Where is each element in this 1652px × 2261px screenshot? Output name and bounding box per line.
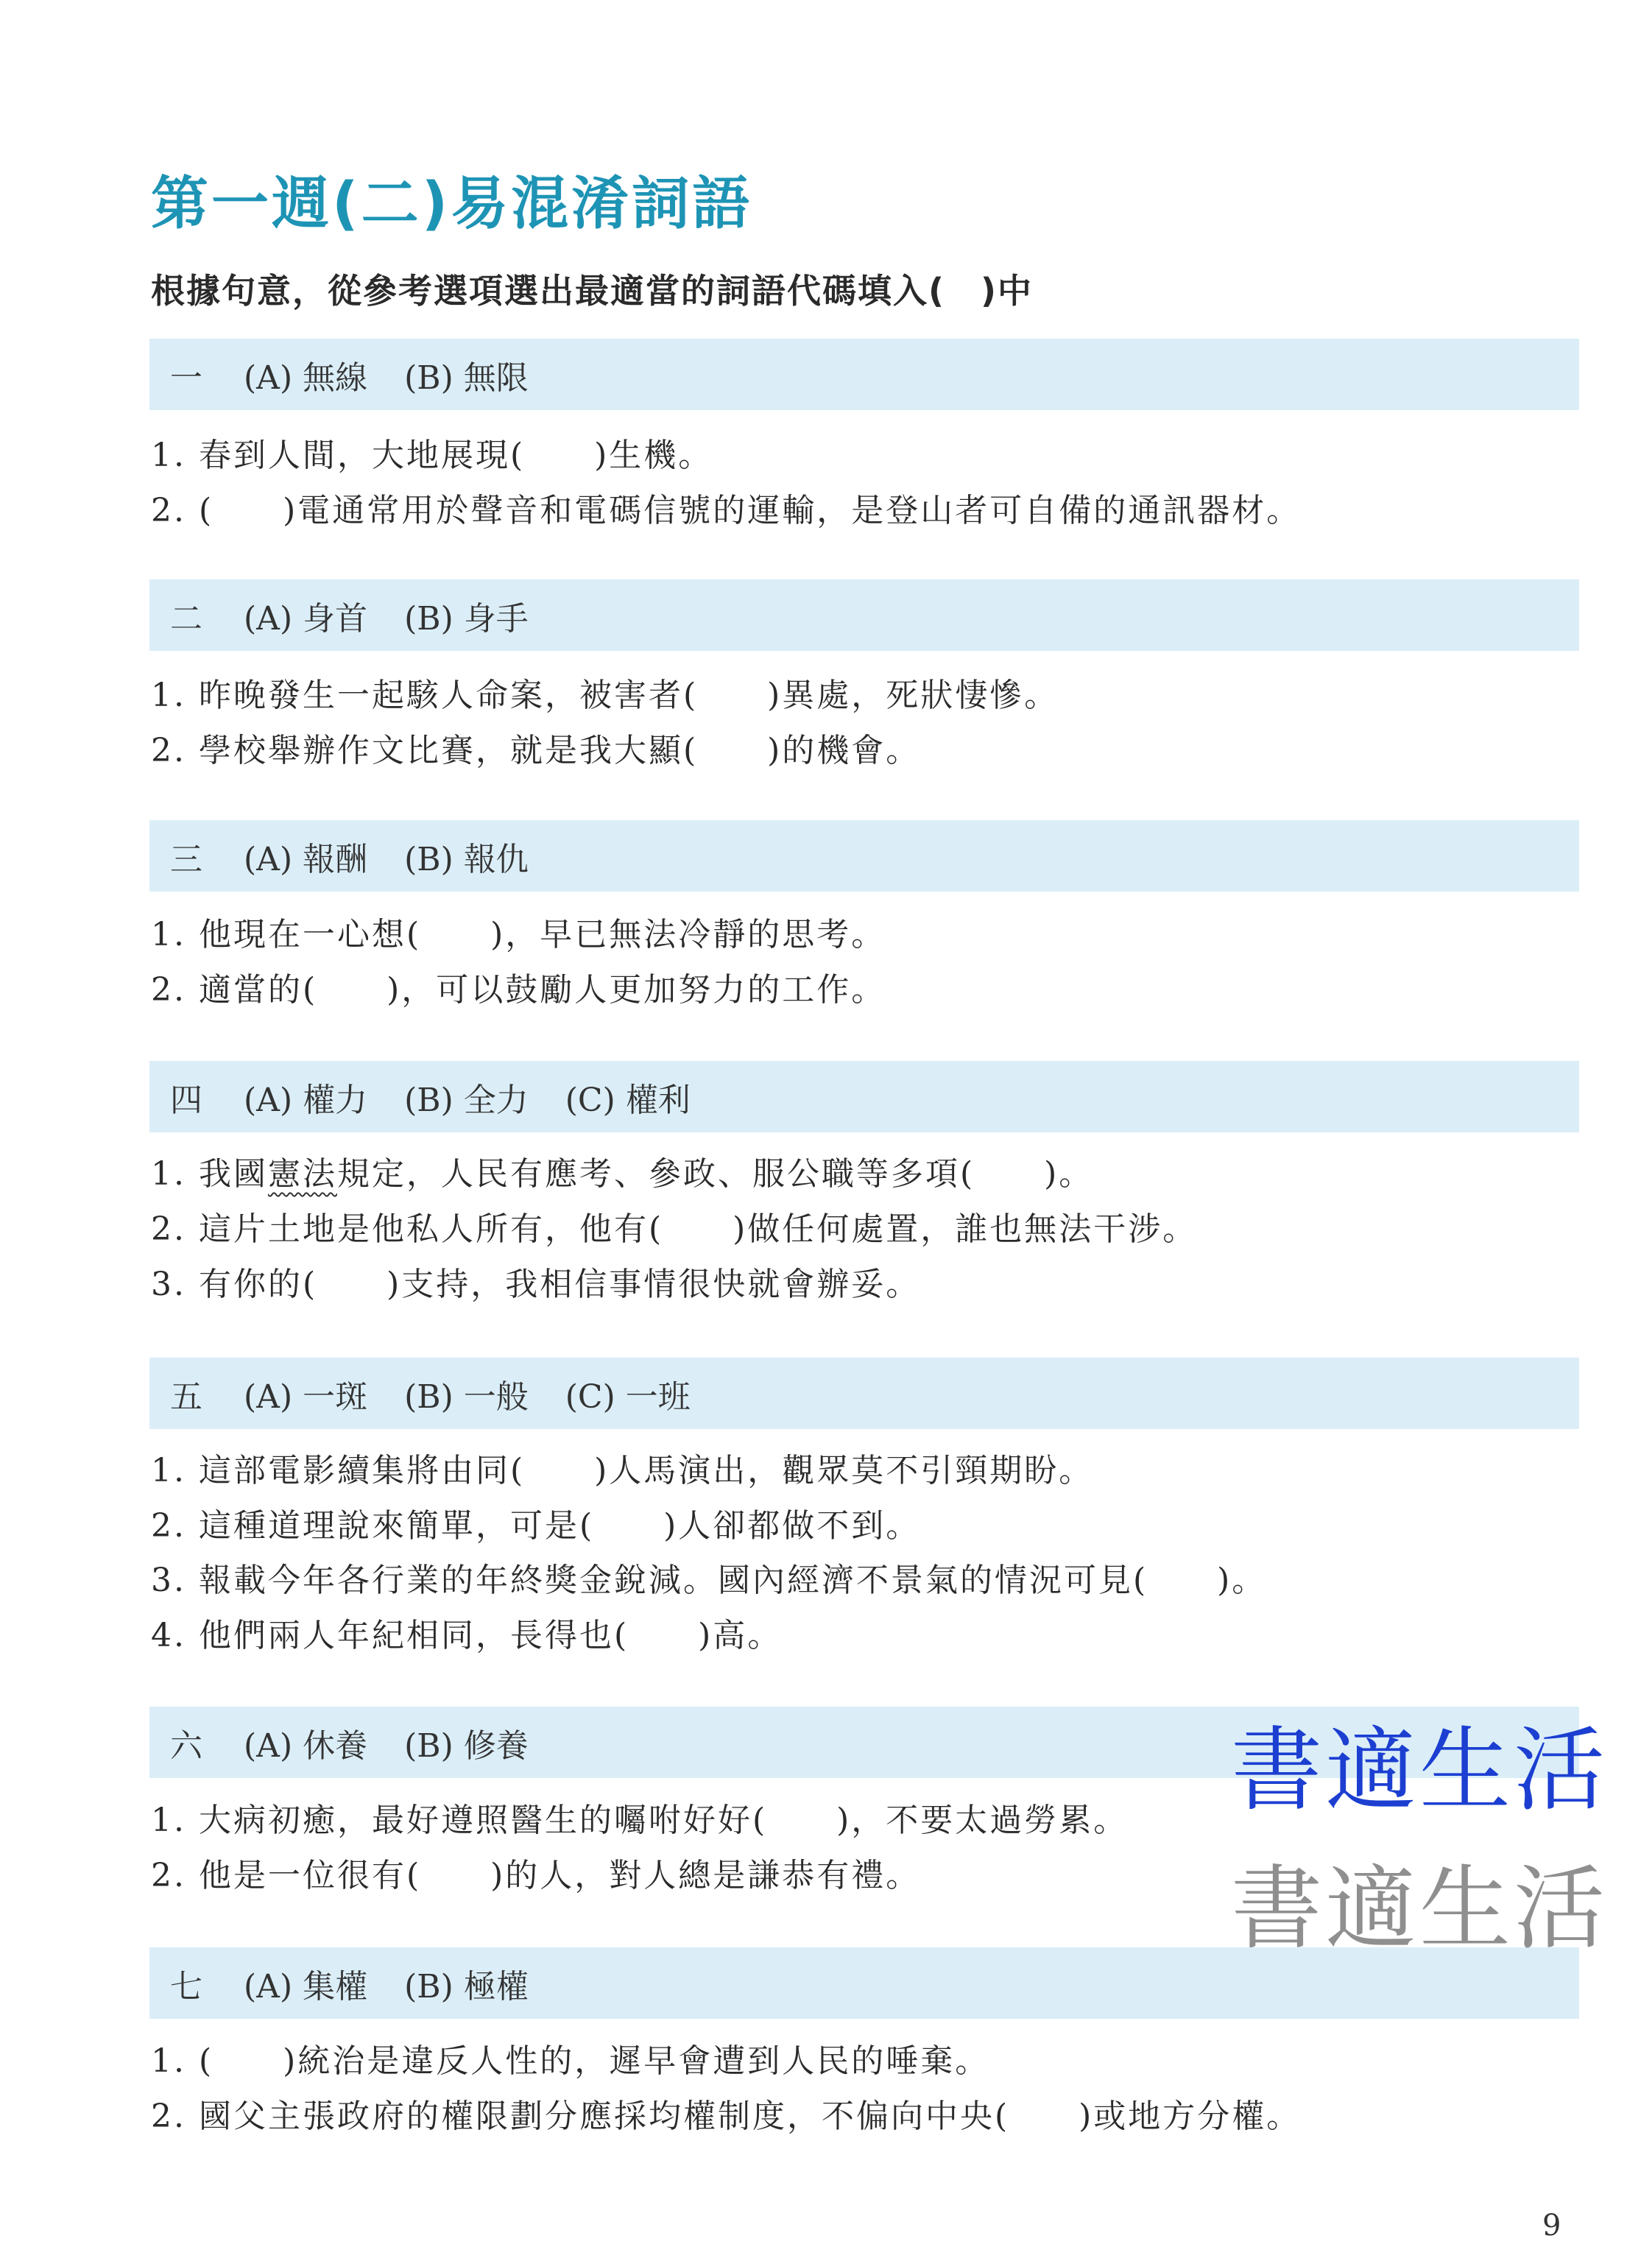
option-a: (A) 一斑 xyxy=(244,1378,368,1416)
section-header-3 xyxy=(149,820,1579,892)
wavy-underlined-term: 憲法 xyxy=(267,1155,337,1193)
option-a: (A) 身首 xyxy=(244,599,368,638)
section-numeral: 一 xyxy=(170,359,202,397)
section-numeral: 二 xyxy=(170,599,202,638)
option-c: (C) 一班 xyxy=(565,1378,691,1416)
option-b: (B) 報仇 xyxy=(404,840,529,878)
option-b: (B) 一般 xyxy=(404,1378,529,1416)
question-1-1: 1. 春到人間，大地展現( )生機。 xyxy=(151,437,713,474)
option-a: (A) 報酬 xyxy=(244,840,368,878)
question-4-1 xyxy=(151,1152,1093,1196)
option-a: (A) 集權 xyxy=(244,1967,368,2006)
section-numeral: 五 xyxy=(170,1378,202,1416)
watermark-blue: 書適生活 xyxy=(1231,1718,1609,1824)
section-header-5 xyxy=(149,1358,1579,1429)
section-numeral: 六 xyxy=(170,1726,202,1765)
question-4-3: 3. 有你的( )支持，我相信事情很快就會辦妥。 xyxy=(151,1266,921,1303)
option-a: (A) 無線 xyxy=(244,359,368,397)
section-header-4 xyxy=(149,1061,1579,1132)
question-3-2: 2. 適當的( )，可以鼓勵人更加努力的工作。 xyxy=(151,971,886,1009)
option-b: (B) 極權 xyxy=(404,1967,529,2006)
option-b: (B) 全力 xyxy=(404,1081,529,1119)
page-title: 第一週(二)易混淆詞語 xyxy=(151,171,753,237)
section-numeral: 七 xyxy=(170,1967,202,2006)
question-3-1: 1. 他現在一心想( )，早已無法冷靜的思考。 xyxy=(151,916,886,953)
question-4-1-after: 規定，人民有應考、參政、服公職等多項( )。 xyxy=(336,1155,1094,1193)
question-5-1: 1. 這部電影續集將由同( )人馬演出，觀眾莫不引頸期盼。 xyxy=(151,1452,1094,1489)
question-6-2: 2. 他是一位很有( )的人，對人總是謙恭有禮。 xyxy=(151,1857,921,1894)
option-b: (B) 修養 xyxy=(404,1726,529,1765)
question-6-1: 1. 大病初癒，最好遵照醫生的囑咐好好( )，不要太過勞累。 xyxy=(151,1802,1129,1839)
instruction-text: 根據句意，從參考選項選出最適當的詞語代碼填入( )中 xyxy=(151,271,1034,311)
watermark-gray: 書適生活 xyxy=(1231,1856,1609,1962)
question-5-3: 3. 報載今年各行業的年終獎金銳減。國內經濟不景氣的情況可見( )。 xyxy=(151,1562,1267,1599)
question-2-2: 2. 學校舉辦作文比賽，就是我大顯( )的機會。 xyxy=(151,732,921,769)
section-header-1 xyxy=(149,339,1579,410)
question-7-2: 2. 國父主張政府的權限劃分應採均權制度，不偏向中央( )或地方分權。 xyxy=(151,2098,1302,2135)
question-7-1: 1. ( )統治是違反人性的，遲早會遭到人民的唾棄。 xyxy=(151,2042,990,2080)
question-4-1-before: 1. 我國 xyxy=(151,1155,268,1193)
section-numeral: 四 xyxy=(170,1081,202,1119)
question-5-2: 2. 這種道理說來簡單，可是( )人卻都做不到。 xyxy=(151,1507,921,1545)
question-2-1: 1. 昨晚發生一起駭人命案，被害者( )異處，死狀悽慘。 xyxy=(151,677,1059,714)
question-4-2: 2. 這片土地是他私人所有，他有( )做任何處置，誰也無法干涉。 xyxy=(151,1210,1198,1248)
section-numeral: 三 xyxy=(170,840,202,878)
option-b: (B) 身手 xyxy=(404,599,529,638)
option-c: (C) 權利 xyxy=(565,1081,691,1119)
question-5-4: 4. 他們兩人年紀相同，長得也( )高。 xyxy=(151,1617,783,1654)
page-number: 9 xyxy=(1542,2209,1561,2243)
option-a: (A) 權力 xyxy=(244,1081,368,1119)
option-b: (B) 無限 xyxy=(404,359,529,397)
question-1-2: 2. ( )電通常用於聲音和電碼信號的運輸，是登山者可自備的通訊器材。 xyxy=(151,492,1302,529)
section-header-2 xyxy=(149,579,1579,651)
option-a: (A) 休養 xyxy=(244,1726,368,1765)
